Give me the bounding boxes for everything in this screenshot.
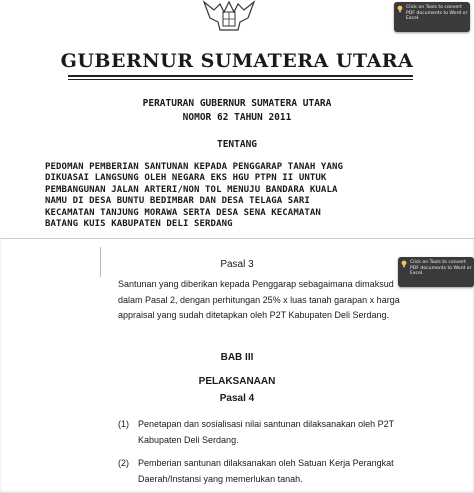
document-page-1: [0, 0, 474, 238]
convert-tooltip[interactable]: [398, 257, 474, 287]
regulation-about: TENTANG: [216, 139, 258, 150]
list-item-number: (1): [118, 419, 129, 429]
regulation-number: NOMOR 62 TAHUN 2011: [182, 112, 292, 123]
subject-line: KECAMATAN TANJUNG MORAWA SERTA DESA SENA KECAMATAN: [45, 207, 321, 218]
subject-line: DIKUASAI LANGSUNG OLEH NEGARA EKS HGU PTPN II UNTUK: [45, 173, 327, 184]
pasal-4-heading: Pasal 4: [219, 393, 255, 404]
lightbulb-icon: [397, 5, 403, 13]
list-item-line: Kabupaten Deli Serdang.: [138, 434, 239, 445]
tooltip-line: Excel.: [406, 16, 420, 22]
pasal-3-body: [118, 277, 418, 324]
tooltip-line: Excel.: [410, 271, 424, 277]
title-rule-thin: [68, 79, 413, 80]
convert-tooltip[interactable]: [394, 2, 470, 32]
regulation-title: PERATURAN GUBERNUR SUMATERA UTARA: [142, 98, 332, 109]
chapter-title: PELAKSANAAN: [198, 376, 276, 387]
subject-line: PEDOMAN PEMBERIAN SANTUNAN KEPADA PENGGARAP TANAH YANG: [45, 162, 343, 172]
lightbulb-icon: [401, 260, 407, 268]
body-line: Santunan yang diberikan kepada Penggarap sebagaimana dimaksud: [118, 279, 394, 289]
subject-line: NAMU DI DESA BUNTU BEDIMBAR DAN DESA TELAGA SARI: [45, 196, 310, 207]
tooltip-line: PDF documents to Word or: [410, 265, 472, 271]
subject-line: PEMBANGUNAN JALAN ARTERI/NON TOL MENUJU BANDARA KUALA: [45, 184, 338, 195]
garuda-emblem-icon: [200, 0, 258, 32]
tooltip-line: PDF documents to Word or: [406, 10, 468, 16]
tooltip-line: Click on Tools to convert: [410, 260, 466, 265]
subject-line: BATANG KUIS KABUPATEN DELI SERDANG: [45, 219, 233, 230]
document-page-2: [0, 238, 474, 493]
body-line: appraisal yang sudah ditetapkan oleh P2T Kabupaten Deli Serdang.: [118, 310, 390, 320]
tooltip-line: Click on Tools to convert: [406, 5, 462, 10]
list-item-line: Daerah/Instansi yang memerlukan tanah.: [138, 473, 303, 484]
regulation-subject: [45, 162, 435, 230]
pasal-3-heading: Pasal 3: [220, 259, 254, 270]
list-item-line: Pemberian santunan dilaksanakan oleh Satuan Kerja Perangkat: [138, 458, 394, 468]
chapter-heading: BAB III: [220, 352, 254, 363]
list-item-number: (2): [118, 458, 129, 468]
body-line: dalam Pasal 2, dengan perhitungan 25% x luas tanah garapan x harga: [118, 294, 400, 305]
list-item-line: Penetapan dan sosialisasi nilai santunan dilaksanakan oleh P2T: [138, 419, 395, 429]
governor-title: GUBERNUR SUMATERA UTARA: [60, 50, 414, 72]
title-rule-thick: [68, 75, 413, 77]
